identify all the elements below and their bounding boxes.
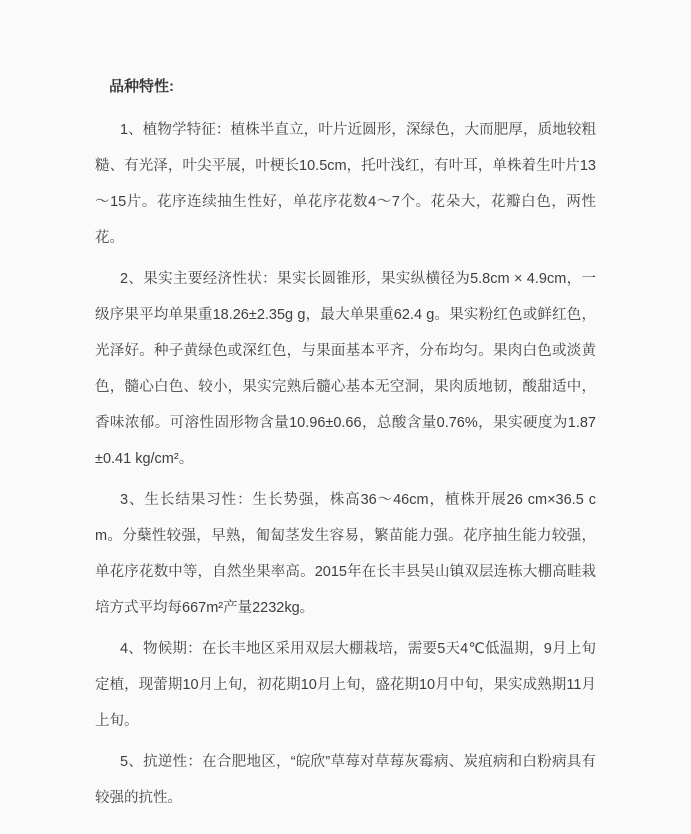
paragraph-stress-resistance: 5、抗逆性：在合肥地区，“皖欣”草莓对草莓灰霉病、炭疽病和白粉病具有较强的抗性。 [95,754,596,806]
section-heading-variety-traits: 品种特性: [109,78,174,95]
paragraph-fruit-economic-traits: 2、果实主要经济性状：果实长圆锥形，果实纵横径为5.8cm × 4.9cm，一级序果平均单果重18.26±2.35g g，最大单果重62.4 g。果实粉红色或鲜红色，光泽好。种子黄绿色或深红色，与果面基本平齐，分布均匀。果肉白色或淡黄色，髓心白色、较小，果实完熟后髓心基本无空洞，果肉质地韧，酸甜适中，香味浓郁。可溶性固形物含量10.96±0.66，总酸含量0.76%，果实硬度为1.87±0.41 kg/cm²。 [95,271,596,467]
paragraph-phenology: 4、物候期：在长丰地区采用双层大棚栽培，需要5天4℃低温期，9月上旬定植，现蕾期10月上旬，初花期10月上旬，盛花期10月中旬，果实成熟期11月上旬。 [95,641,596,729]
document-content [95,76,596,821]
paragraph-botanical-traits: 1、植物学特征：植株半直立，叶片近圆形，深绿色，大而肥厚，质地较粗糙、有光泽，叶尖平展，叶梗长10.5cm，托叶浅红，有叶耳，单株着生叶片13～15片。花序连续抽生性好，单花序花数4～7个。花朵大，花瓣白色，两性花。 [95,122,596,246]
paragraph-growth-fruiting-habit: 3、生长结果习性：生长势强，株高36～46cm，植株开展26 cm×36.5 cm。分蘖性较强，早熟，匍匐茎发生容易，繁苗能力强。花序抽生能力较强，单花序花数中等，自然坐果率高。2015年在长丰县吴山镇双层连栋大棚高畦栽培方式平均每667m²产量2232kg。 [95,492,596,616]
